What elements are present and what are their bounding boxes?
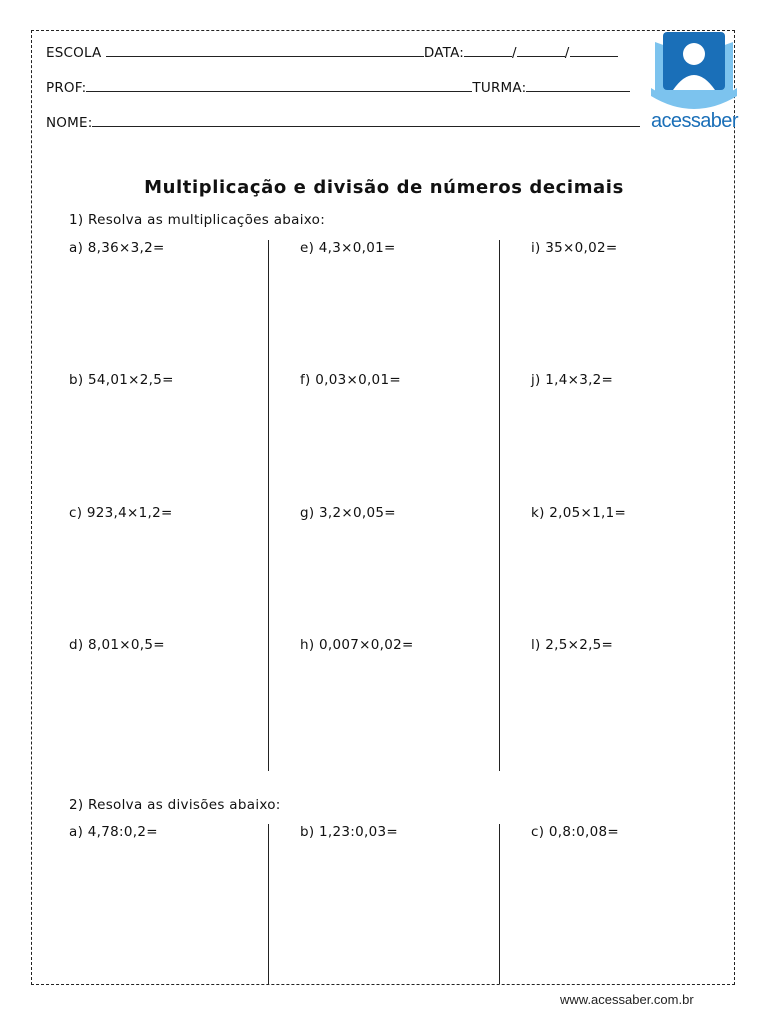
date-sep-1: / (512, 45, 517, 61)
nome-line[interactable] (92, 114, 640, 127)
exercise-item: a) 4,78:0,2= (69, 824, 158, 840)
exercise-item: e) 4,3×0,01= (300, 240, 396, 256)
exercise-item: h) 0,007×0,02= (300, 637, 414, 653)
date-day-line[interactable] (464, 44, 512, 57)
prof-line[interactable] (86, 79, 472, 92)
date-month-line[interactable] (517, 44, 565, 57)
page-title: Multiplicação e divisão de números decimais (144, 177, 624, 198)
exercise-item: g) 3,2×0,05= (300, 505, 396, 521)
nome-label: NOME: (46, 115, 93, 131)
footer-url[interactable]: www.acessaber.com.br (560, 992, 694, 1007)
acessaber-logo (651, 30, 737, 133)
logo-book-icon (651, 30, 737, 112)
exercise-item: c) 0,8:0,08= (531, 824, 619, 840)
exercise-item: b) 1,23:0,03= (300, 824, 399, 840)
date-year-line[interactable] (570, 44, 618, 57)
exercise-item: b) 54,01×2,5= (69, 372, 174, 388)
exercise-item: j) 1,4×3,2= (531, 372, 614, 388)
logo-text: acessaber (651, 110, 738, 132)
prof-field[interactable] (46, 79, 630, 96)
exercise-item: i) 35×0,02= (531, 240, 618, 256)
section2-instruction: 2) Resolva as divisões abaixo: (69, 797, 281, 813)
exercise-item: k) 2,05×1,1= (531, 505, 627, 521)
turma-line[interactable] (526, 79, 630, 92)
column-divider (499, 824, 500, 984)
exercise-item: f) 0,03×0,01= (300, 372, 401, 388)
escola-label: ESCOLA (46, 45, 102, 61)
data-label: DATA: (423, 45, 465, 61)
exercise-item: c) 923,4×1,2= (69, 505, 173, 521)
date-sep-2: / (564, 45, 570, 61)
column-divider (268, 824, 269, 984)
column-divider (499, 240, 500, 771)
turma-label: TURMA: (472, 80, 527, 96)
prof-label: PROF: (46, 80, 87, 96)
escola-field[interactable] (46, 44, 618, 61)
exercise-item: a) 8,36×3,2= (69, 240, 165, 256)
exercise-item: l) 2,5×2,5= (531, 637, 614, 653)
exercise-item: d) 8,01×0,5= (69, 637, 165, 653)
nome-field[interactable] (46, 114, 640, 131)
column-divider (268, 240, 269, 771)
section1-instruction: 1) Resolva as multiplicações abaixo: (69, 212, 326, 228)
escola-line[interactable] (106, 44, 424, 57)
